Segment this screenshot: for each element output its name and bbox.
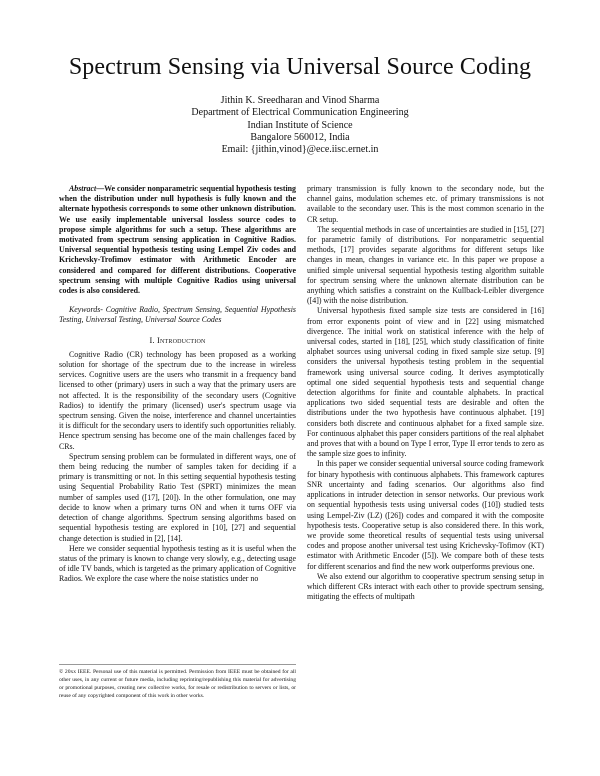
author-names: Jithin K. Sreedharan and Vinod Sharma <box>220 95 380 106</box>
paragraph: primary transmission is fully known to the secondary node, but the channel gains, modulation schemes etc. of primary transmissions is not available to the secondary user. This is the most common scenario in the CR setup. <box>307 184 544 224</box>
author-institute: Indian Institute of Science <box>247 119 353 131</box>
author-department: Department of Electrical Communication Engineering <box>191 107 409 119</box>
copyright-footnote: © 20xx IEEE. Personal use of this material is permitted. Permission from IEEE must be obtained for all other uses, in any current or future media, including reprinting/republishing this material for advertising or promotional purposes, creating new collective works, for resale or redistribution to servers or lists, or reuse of any copyrighted component of this work in other works. <box>59 664 296 700</box>
author-city: Bangalore 560012, India <box>250 131 350 143</box>
keywords: Keywords- Cognitive Radio, Spectrum Sensing, Sequential Hypothesis Testing, Universal Testing, Universal Source Codes <box>59 305 296 325</box>
right-column <box>307 184 544 602</box>
abstract <box>59 184 296 296</box>
author-email: Email: {jithin,vinod}@ece.iisc.ernet.in <box>221 144 379 156</box>
paragraph: We also extend our algorithm to cooperative spectrum sensing setup in which different CRs interact with each other to provide spectrum sensing, mitigating the effects of multipath <box>307 571 544 602</box>
section-heading-introduction: I. Introduction <box>149 335 206 345</box>
paragraph: Universal hypothesis fixed sample size tests are considered in [16] from error exponents point of view and in [22] using mismatched divergence. The initial work on statistical inference with the help of universal codes, started in [18], [25], which study classification of finite alphabet sources using universal coding in fixed sample size setup. [9] considers the universal hypothesis testing problem in the sequential framework using universal source coding. It derives asymptotically optimal one sided sequential hypothesis tests and sequential change detection algorithms for finite and countable alphabets. In practical applications two sided sequential tests are desirable and often the distributions under the two hypothesis have continuous alphabet. [19] considers both discrete and continuous alphabet for a fixed sample size. For continuous alphabet this paper considers partitions of the real alphabet and proves that with a bound on Type I error, Type II error tends to zero as the sample size goes to infinity. <box>307 306 544 459</box>
abstract-lead: Abstract <box>69 184 97 193</box>
paragraph: Spectrum sensing problem can be formulated in different ways, one of them being reducing the number of samples taken for deciding if a primary is transmitting or not. In this setting sequential hypothesis testing using Sequential Probability Ratio Test (SPRT) minimizes the mean number of samples used ([17], [20]). In the other formulation, one may decide to know when a primary turns ON and when it turns OFF via detection of change algorithms. Spectrum sensing algorithms based on sequential hypothesis testing are explored in [10], [27] and sequential change detection is studied in [2], [14]. <box>59 451 296 543</box>
paragraph: Here we consider sequential hypothesis testing as it is useful when the status of the primary is known to change very slowly, e.g., detecting usage of idle TV bands, which is targeted as the primary application of Cognitive Radios. We explore the case where the noise statistics under no <box>59 543 296 584</box>
left-column <box>59 184 296 585</box>
paragraph: Cognitive Radio (CR) technology has been proposed as a working solution for shortage of the spectrum due to the increase in wireless services. Cognitive users are the users who transmit in a frequency band licensed to other (primary) users in such a way that the primary users are not affected. It is the responsibility of the secondary users (Cognitive Radios) to identify the primary (licensed) user's spectrum usage via spectrum sensing. Given the noise, interference and channel uncertainties it is difficult for the secondary users to identify such opportunities reliably. Hence spectrum sensing has become one of the main challenges faced by CRs. <box>59 349 296 451</box>
paper-title: Spectrum Sensing via Universal Source Coding <box>68 54 532 80</box>
paragraph: In this paper we consider sequential universal source coding framework for binary hypothesis with continuous alphabets. This framework captures SNR uncertainty and fading scenarios. Our algorithms also find applications in intruder detection in sensor networks. Our previous work on sequential hypothesis tests using universal codes ([10]) studied tests using Lempel-Ziv (LZ) ([26]) codes and compared it with the composite hypothesis tests. Cooperative setup is also considered there. In this work, we provide some theoretical results of sequential tests using universal codes and propose another universal test using Krichevsky-Tofimov (KT) estimator with Arithmetic Encoder ([5]). We compare both of these tests for different scenarios and find the new work outperforms previous one. <box>307 459 544 571</box>
author-block <box>0 95 600 156</box>
paragraph: The sequential methods in case of uncertainties are studied in [15], [27] for parametric family of distributions. For nonparametric sequential methods, [17] provides separate algorithms for different setups like changes in mean, changes in variance etc. In this paper we propose a unified simple universal sequential hypothesis testing algorithm suitable for spectrum sensing where the unknown alternate distribution can be anything which satisfies a constraint on the Kullback-Leibler divergence ([4]) with the noise distribution. <box>307 224 544 306</box>
abstract-text: —We consider nonparametric sequential hypothesis testing when the distribution under null hypothesis is fully known and the alternate hypothesis corresponds to some other unknown distribution. We use easily implementable universal lossless source codes to propose simple algorithms for such a setup. These algorithms are motivated from spectrum sensing application in Cognitive Radios. Universal sequential hypothesis testing using Lempel Ziv codes and Krichevsky-Trofimov estimator with Arithmetic Encoder are considered and compared for different distributions. Cooperative spectrum sensing with multiple Cognitive Radios using universal codes is also considered. <box>59 184 296 296</box>
